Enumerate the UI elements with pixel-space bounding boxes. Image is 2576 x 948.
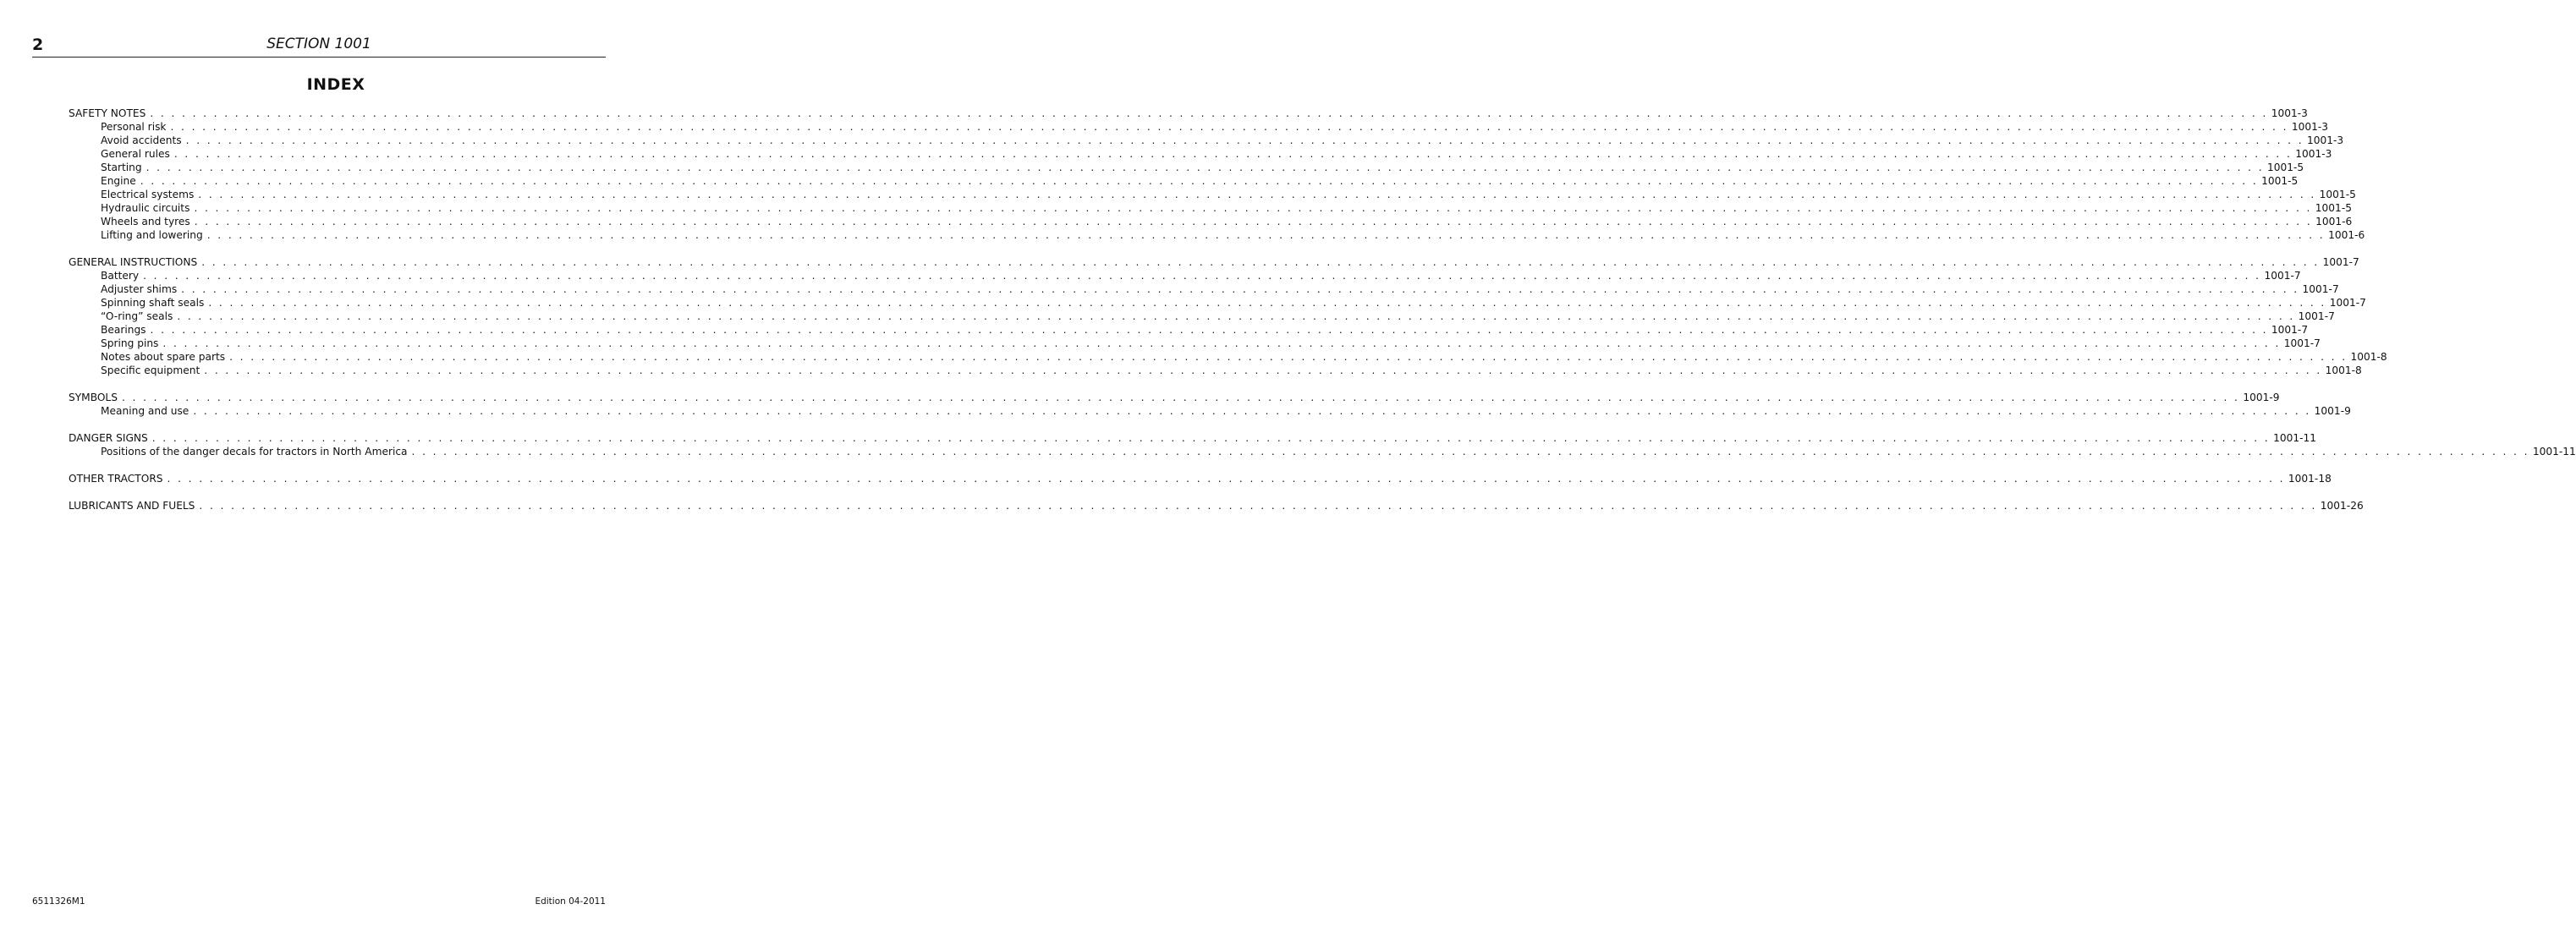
toc-sub-entry[interactable] bbox=[69, 215, 2353, 228]
toc-entry-page: 1001-18 bbox=[2288, 473, 2332, 485]
dot-leader: . . . . . . . . . . . . . . . . . . . . . . . . . . . . . . . . . . . . . . . . . . . . . . . . . . . . . . . . . . . . . . . . . . . . . . . . . . . . . . . . . . . . . . . . . . . . . . . . . . . . . . . . . . . . . . . . . . . . . . . . . . . . . . . . . . . . . . . . . . . . . . . . . . . . . . . . . . . . . . . . . . . . . . . . . . . . . . . . . . . . . . . . . . . . . . . . . . . . . . . . bbox=[151, 432, 2271, 444]
dot-leader: . . . . . . . . . . . . . . . . . . . . . . . . . . . . . . . . . . . . . . . . . . . . . . . . . . . . . . . . . . . . . . . . . . . . . . . . . . . . . . . . . . . . . . . . . . . . . . . . . . . . . . . . . . . . . . . . . . . . . . . . . . . . . . . . . . . . . . . . . . . . . . . . . . . . . . . . . . . . . . . . . . . . . . . . . . . . . . . . . . . . . . . . . . . . . . . . . . . . . . . . bbox=[173, 148, 2293, 160]
toc-sub-entry[interactable] bbox=[69, 120, 2329, 134]
toc-entry-label: Electrical systems bbox=[101, 189, 195, 200]
dot-leader: . . . . . . . . . . . . . . . . . . . . . . . . . . . . . . . . . . . . . . . . . . . . . . . . . . . . . . . . . . . . . . . . . . . . . . . . . . . . . . . . . . . . . . . . . . . . . . . . . . . . . . . . . . . . . . . . . . . . . . . . . . . . . . . . . . . . . . . . . . . . . . . . . . . . . . . . . . . . . . . . . . . . . . . . . . . . . . . . . . . . . . . . . . . . . . . . . . . . . . . . bbox=[162, 337, 2281, 349]
dot-leader: . . . . . . . . . . . . . . . . . . . . . . . . . . . . . . . . . . . . . . . . . . . . . . . . . . . . . . . . . . . . . . . . . . . . . . . . . . . . . . . . . . . . . . . . . . . . . . . . . . . . . . . . . . . . . . . . . . . . . . . . . . . . . . . . . . . . . . . . . . . . . . . . . . . . . . . . . . . . . . . . . . . . . . . . . . . . . . . . . . . . . . . . . . . . . . . . . . . . . . . . bbox=[204, 364, 2322, 376]
toc-entry-label: Starting bbox=[101, 162, 142, 173]
toc-entry-label: GENERAL INSTRUCTIONS bbox=[69, 256, 198, 268]
dot-leader: . . . . . . . . . . . . . . . . . . . . . . . . . . . . . . . . . . . . . . . . . . . . . . . . . . . . . . . . . . . . . . . . . . . . . . . . . . . . . . . . . . . . . . . . . . . . . . . . . . . . . . . . . . . . . . . . . . . . . . . . . . . . . . . . . . . . . . . . . . . . . . . . . . . . . . . . . . . . . . . . . . . . . . . . . . . . . . . . . . . . . . . . . . . . . . . . . . . . . . . . bbox=[150, 107, 2268, 119]
toc-entry-page: 1001-7 bbox=[2322, 256, 2359, 268]
toc-entry-page: 1001-3 bbox=[2295, 148, 2332, 160]
toc-entry-label: Adjuster shims bbox=[101, 283, 178, 295]
edition-label: Edition 04-2011 bbox=[535, 896, 606, 907]
toc-entry-page: 1001-3 bbox=[2307, 134, 2344, 146]
dot-leader: . . . . . . . . . . . . . . . . . . . . . . . . . . . . . . . . . . . . . . . . . . . . . . . . . . . . . . . . . . . . . . . . . . . . . . . . . . . . . . . . . . . . . . . . . . . . . . . . . . . . . . . . . . . . . . . . . . . . . . . . . . . . . . . . . . . . . . . . . . . . . . . . . . . . . . . . . . . . . . . . . . . . . . . . . . . . . . . . . . . . . . . . . . . . . . . . . . . . . . . . bbox=[206, 229, 2326, 241]
toc-entry-label: “O-ring” seals bbox=[101, 310, 173, 322]
dot-leader: . . . . . . . . . . . . . . . . . . . . . . . . . . . . . . . . . . . . . . . . . . . . . . . . . . . . . . . . . . . . . . . . . . . . . . . . . . . . . . . . . . . . . . . . . . . . . . . . . . . . . . . . . . . . . . . . . . . . . . . . . . . . . . . . . . . . . . . . . . . . . . . . . . . . . . . . . . . . . . . . . . . . . . . . . . . . . . . . . . . . . . . . . . . . . . . . . . . . . . . . bbox=[194, 216, 2313, 227]
toc-entry-label: Avoid accidents bbox=[101, 134, 182, 146]
toc-entry-label: DANGER SIGNS bbox=[69, 432, 148, 444]
toc-entry-page: 1001-7 bbox=[2298, 310, 2335, 322]
table-of-contents bbox=[69, 107, 2576, 526]
toc-entry-page: 1001-11 bbox=[2532, 446, 2576, 458]
toc-entry-page: 1001-5 bbox=[2319, 189, 2356, 200]
dot-leader: . . . . . . . . . . . . . . . . . . . . . . . . . . . . . . . . . . . . . . . . . . . . . . . . . . . . . . . . . . . . . . . . . . . . . . . . . . . . . . . . . . . . . . . . . . . . . . . . . . . . . . . . . . . . . . . . . . . . . . . . . . . . . . . . . . . . . . . . . . . . . . . . . . . . . . . . . . . . . . . . . . . . . . . . . . . . . . . . . . . . . . . . . . . . . . . . . . . . . . . . bbox=[201, 256, 2320, 268]
dot-leader: . . . . . . . . . . . . . . . . . . . . . . . . . . . . . . . . . . . . . . . . . . . . . . . . . . . . . . . . . . . . . . . . . . . . . . . . . . . . . . . . . . . . . . . . . . . . . . . . . . . . . . . . . . . . . . . . . . . . . . . . . . . . . . . . . . . . . . . . . . . . . . . . . . . . . . . . . . . . . . . . . . . . . . . . . . . . . . . . . . . . . . . . . . . . . . . . . . . . . . . . bbox=[198, 189, 2316, 200]
toc-entry-label: Lifting and lowering bbox=[101, 229, 203, 241]
toc-group bbox=[69, 107, 2365, 242]
toc-entry-label: Positions of the danger decals for tractors in North America bbox=[101, 446, 408, 458]
dot-leader: . . . . . . . . . . . . . . . . . . . . . . . . . . . . . . . . . . . . . . . . . . . . . . . . . . . . . . . . . . . . . . . . . . . . . . . . . . . . . . . . . . . . . . . . . . . . . . . . . . . . . . . . . . . . . . . . . . . . . . . . . . . . . . . . . . . . . . . . . . . . . . . . . . . . . . . . . . . . . . . . . . . . . . . . . . . . . . . . . . . . . . . . . . . . . . . . . . . . . . . . bbox=[146, 162, 2264, 173]
toc-sub-entry[interactable] bbox=[69, 364, 2362, 377]
dot-leader: . . . . . . . . . . . . . . . . . . . . . . . . . . . . . . . . . . . . . . . . . . . . . . . . . . . . . . . . . . . . . . . . . . . . . . . . . . . . . . . . . . . . . . . . . . . . . . . . . . . . . . . . . . . . . . . . . . . . . . . . . . . . . . . . . . . . . . . . . . . . . . . . . . . . . . . . . . . . . . . . . . . . . . . . . . . . . . . . . . . . . . . . . . . . . . . . . . . . . . . . bbox=[411, 446, 2529, 458]
toc-entry-page: 1001-6 bbox=[2328, 229, 2365, 241]
toc-entry-page: 1001-7 bbox=[2264, 270, 2301, 282]
toc-sub-entry[interactable] bbox=[69, 282, 2339, 296]
dot-leader: . . . . . . . . . . . . . . . . . . . . . . . . . . . . . . . . . . . . . . . . . . . . . . . . . . . . . . . . . . . . . . . . . . . . . . . . . . . . . . . . . . . . . . . . . . . . . . . . . . . . . . . . . . . . . . . . . . . . . . . . . . . . . . . . . . . . . . . . . . . . . . . . . . . . . . . . . . . . . . . . . . . . . . . . . . . . . . . . . . . . . . . . . . . . . . . . . . . . . . . . bbox=[229, 351, 2348, 363]
page-header bbox=[32, 34, 606, 58]
toc-entry-label: LUBRICANTS AND FUELS bbox=[69, 500, 195, 512]
toc-entry-page: 1001-9 bbox=[2314, 405, 2351, 417]
dot-leader: . . . . . . . . . . . . . . . . . . . . . . . . . . . . . . . . . . . . . . . . . . . . . . . . . . . . . . . . . . . . . . . . . . . . . . . . . . . . . . . . . . . . . . . . . . . . . . . . . . . . . . . . . . . . . . . . . . . . . . . . . . . . . . . . . . . . . . . . . . . . . . . . . . . . . . . . . . . . . . . . . . . . . . . . . . . . . . . . . . . . . . . . . . . . . . . . . . . . . . . . bbox=[167, 473, 2285, 485]
dot-leader: . . . . . . . . . . . . . . . . . . . . . . . . . . . . . . . . . . . . . . . . . . . . . . . . . . . . . . . . . . . . . . . . . . . . . . . . . . . . . . . . . . . . . . . . . . . . . . . . . . . . . . . . . . . . . . . . . . . . . . . . . . . . . . . . . . . . . . . . . . . . . . . . . . . . . . . . . . . . . . . . . . . . . . . . . . . . . . . . . . . . . . . . . . . . . . . . . . . . . . . . bbox=[121, 392, 2240, 403]
toc-entry-page: 1001-7 bbox=[2329, 297, 2366, 309]
toc-entry-label: SYMBOLS bbox=[69, 392, 118, 403]
toc-sub-entry[interactable] bbox=[69, 174, 2299, 188]
toc-group bbox=[69, 431, 2576, 458]
toc-sub-entry[interactable] bbox=[69, 310, 2335, 323]
toc-entry-page: 1001-7 bbox=[2302, 283, 2339, 295]
toc-sub-entry[interactable] bbox=[69, 269, 2301, 282]
toc-group bbox=[69, 391, 2351, 418]
dot-leader: . . . . . . . . . . . . . . . . . . . . . . . . . . . . . . . . . . . . . . . . . . . . . . . . . . . . . . . . . . . . . . . . . . . . . . . . . . . . . . . . . . . . . . . . . . . . . . . . . . . . . . . . . . . . . . . . . . . . . . . . . . . . . . . . . . . . . . . . . . . . . . . . . . . . . . . . . . . . . . . . . . . . . . . . . . . . . . . . . . . . . . . . . . . . . . . . . . . . . . . . bbox=[181, 283, 2299, 295]
toc-entry-page: 1001-26 bbox=[2320, 500, 2364, 512]
dot-leader: . . . . . . . . . . . . . . . . . . . . . . . . . . . . . . . . . . . . . . . . . . . . . . . . . . . . . . . . . . . . . . . . . . . . . . . . . . . . . . . . . . . . . . . . . . . . . . . . . . . . . . . . . . . . . . . . . . . . . . . . . . . . . . . . . . . . . . . . . . . . . . . . . . . . . . . . . . . . . . . . . . . . . . . . . . . . . . . . . . . . . . . . . . . . . . . . . . . . . . . . bbox=[194, 202, 2312, 214]
toc-entry-page: 1001-8 bbox=[2325, 364, 2362, 376]
toc-sub-entry[interactable] bbox=[69, 296, 2366, 310]
toc-group bbox=[69, 472, 2332, 485]
toc-entry-page: 1001-5 bbox=[2315, 202, 2352, 214]
document-code: 6511326M1 bbox=[32, 896, 85, 907]
toc-entry-page: 1001-5 bbox=[2261, 175, 2299, 187]
toc-entry-page: 1001-3 bbox=[2271, 107, 2308, 119]
toc-entry-page: 1001-11 bbox=[2273, 432, 2317, 444]
toc-entry-page: 1001-6 bbox=[2315, 216, 2353, 227]
toc-entry-label: Battery bbox=[101, 270, 140, 282]
toc-section-entry[interactable] bbox=[69, 255, 2359, 269]
toc-sub-entry[interactable] bbox=[69, 201, 2352, 215]
toc-sub-entry[interactable] bbox=[69, 404, 2351, 418]
toc-sub-entry[interactable] bbox=[69, 161, 2304, 174]
toc-sub-entry[interactable] bbox=[69, 323, 2309, 337]
dot-leader: . . . . . . . . . . . . . . . . . . . . . . . . . . . . . . . . . . . . . . . . . . . . . . . . . . . . . . . . . . . . . . . . . . . . . . . . . . . . . . . . . . . . . . . . . . . . . . . . . . . . . . . . . . . . . . . . . . . . . . . . . . . . . . . . . . . . . . . . . . . . . . . . . . . . . . . . . . . . . . . . . . . . . . . . . . . . . . . . . . . . . . . . . . . . . . . . . . . . . . . . bbox=[140, 175, 2259, 187]
toc-entry-label: SAFETY NOTES bbox=[69, 107, 146, 119]
page-number: 2 bbox=[32, 36, 44, 54]
toc-sub-entry[interactable] bbox=[69, 337, 2321, 350]
toc-entry-label: Specific equipment bbox=[101, 364, 200, 376]
index-title: INDEX bbox=[306, 75, 365, 94]
toc-entry-label: Wheels and tyres bbox=[101, 216, 190, 227]
toc-sub-entry[interactable] bbox=[69, 188, 2356, 201]
toc-section-entry[interactable] bbox=[69, 107, 2308, 120]
toc-entry-label: Meaning and use bbox=[101, 405, 189, 417]
toc-sub-entry[interactable] bbox=[69, 350, 2387, 364]
toc-sub-entry[interactable] bbox=[69, 445, 2576, 458]
toc-sub-entry[interactable] bbox=[69, 228, 2365, 242]
toc-section-entry[interactable] bbox=[69, 472, 2332, 485]
toc-entry-page: 1001-9 bbox=[2243, 392, 2280, 403]
toc-entry-label: Hydraulic circuits bbox=[101, 202, 190, 214]
dot-leader: . . . . . . . . . . . . . . . . . . . . . . . . . . . . . . . . . . . . . . . . . . . . . . . . . . . . . . . . . . . . . . . . . . . . . . . . . . . . . . . . . . . . . . . . . . . . . . . . . . . . . . . . . . . . . . . . . . . . . . . . . . . . . . . . . . . . . . . . . . . . . . . . . . . . . . . . . . . . . . . . . . . . . . . . . . . . . . . . . . . . . . . . . . . . . . . . . . . . . . . . bbox=[199, 500, 2317, 512]
toc-entry-label: Spring pins bbox=[101, 337, 159, 349]
dot-leader: . . . . . . . . . . . . . . . . . . . . . . . . . . . . . . . . . . . . . . . . . . . . . . . . . . . . . . . . . . . . . . . . . . . . . . . . . . . . . . . . . . . . . . . . . . . . . . . . . . . . . . . . . . . . . . . . . . . . . . . . . . . . . . . . . . . . . . . . . . . . . . . . . . . . . . . . . . . . . . . . . . . . . . . . . . . . . . . . . . . . . . . . . . . . . . . . . . . . . . . . bbox=[177, 310, 2295, 322]
toc-entry-label: Notes about spare parts bbox=[101, 351, 226, 363]
toc-entry-label: Personal risk bbox=[101, 121, 167, 133]
dot-leader: . . . . . . . . . . . . . . . . . . . . . . . . . . . . . . . . . . . . . . . . . . . . . . . . . . . . . . . . . . . . . . . . . . . . . . . . . . . . . . . . . . . . . . . . . . . . . . . . . . . . . . . . . . . . . . . . . . . . . . . . . . . . . . . . . . . . . . . . . . . . . . . . . . . . . . . . . . . . . . . . . . . . . . . . . . . . . . . . . . . . . . . . . . . . . . . . . . . . . . . . bbox=[185, 134, 2304, 146]
toc-section-entry[interactable] bbox=[69, 499, 2364, 512]
toc-entry-label: OTHER TRACTORS bbox=[69, 473, 163, 485]
toc-sub-entry[interactable] bbox=[69, 134, 2344, 147]
toc-entry-page: 1001-5 bbox=[2266, 162, 2304, 173]
toc-group bbox=[69, 499, 2364, 512]
dot-leader: . . . . . . . . . . . . . . . . . . . . . . . . . . . . . . . . . . . . . . . . . . . . . . . . . . . . . . . . . . . . . . . . . . . . . . . . . . . . . . . . . . . . . . . . . . . . . . . . . . . . . . . . . . . . . . . . . . . . . . . . . . . . . . . . . . . . . . . . . . . . . . . . . . . . . . . . . . . . . . . . . . . . . . . . . . . . . . . . . . . . . . . . . . . . . . . . . . . . . . . . bbox=[150, 324, 2268, 336]
toc-section-entry[interactable] bbox=[69, 391, 2280, 404]
dot-leader: . . . . . . . . . . . . . . . . . . . . . . . . . . . . . . . . . . . . . . . . . . . . . . . . . . . . . . . . . . . . . . . . . . . . . . . . . . . . . . . . . . . . . . . . . . . . . . . . . . . . . . . . . . . . . . . . . . . . . . . . . . . . . . . . . . . . . . . . . . . . . . . . . . . . . . . . . . . . . . . . . . . . . . . . . . . . . . . . . . . . . . . . . . . . . . . . . . . . . . . . bbox=[170, 121, 2288, 133]
dot-leader: . . . . . . . . . . . . . . . . . . . . . . . . . . . . . . . . . . . . . . . . . . . . . . . . . . . . . . . . . . . . . . . . . . . . . . . . . . . . . . . . . . . . . . . . . . . . . . . . . . . . . . . . . . . . . . . . . . . . . . . . . . . . . . . . . . . . . . . . . . . . . . . . . . . . . . . . . . . . . . . . . . . . . . . . . . . . . . . . . . . . . . . . . . . . . . . . . . . . . . . . bbox=[208, 297, 2326, 309]
toc-entry-label: General rules bbox=[101, 148, 170, 160]
section-title: SECTION 1001 bbox=[266, 36, 371, 52]
toc-entry-label: Bearings bbox=[101, 324, 146, 336]
dot-leader: . . . . . . . . . . . . . . . . . . . . . . . . . . . . . . . . . . . . . . . . . . . . . . . . . . . . . . . . . . . . . . . . . . . . . . . . . . . . . . . . . . . . . . . . . . . . . . . . . . . . . . . . . . . . . . . . . . . . . . . . . . . . . . . . . . . . . . . . . . . . . . . . . . . . . . . . . . . . . . . . . . . . . . . . . . . . . . . . . . . . . . . . . . . . . . . . . . . . . . . . bbox=[193, 405, 2311, 417]
toc-sub-entry[interactable] bbox=[69, 147, 2332, 161]
toc-entry-page: 1001-7 bbox=[2271, 324, 2309, 336]
toc-entry-page: 1001-3 bbox=[2291, 121, 2329, 133]
toc-group bbox=[69, 255, 2387, 377]
toc-entry-page: 1001-8 bbox=[2350, 351, 2387, 363]
toc-entry-label: Spinning shaft seals bbox=[101, 297, 205, 309]
dot-leader: . . . . . . . . . . . . . . . . . . . . . . . . . . . . . . . . . . . . . . . . . . . . . . . . . . . . . . . . . . . . . . . . . . . . . . . . . . . . . . . . . . . . . . . . . . . . . . . . . . . . . . . . . . . . . . . . . . . . . . . . . . . . . . . . . . . . . . . . . . . . . . . . . . . . . . . . . . . . . . . . . . . . . . . . . . . . . . . . . . . . . . . . . . . . . . . . . . . . . . . . bbox=[143, 270, 2261, 282]
toc-section-entry[interactable] bbox=[69, 431, 2317, 445]
toc-entry-page: 1001-7 bbox=[2283, 337, 2321, 349]
toc-entry-label: Engine bbox=[101, 175, 136, 187]
